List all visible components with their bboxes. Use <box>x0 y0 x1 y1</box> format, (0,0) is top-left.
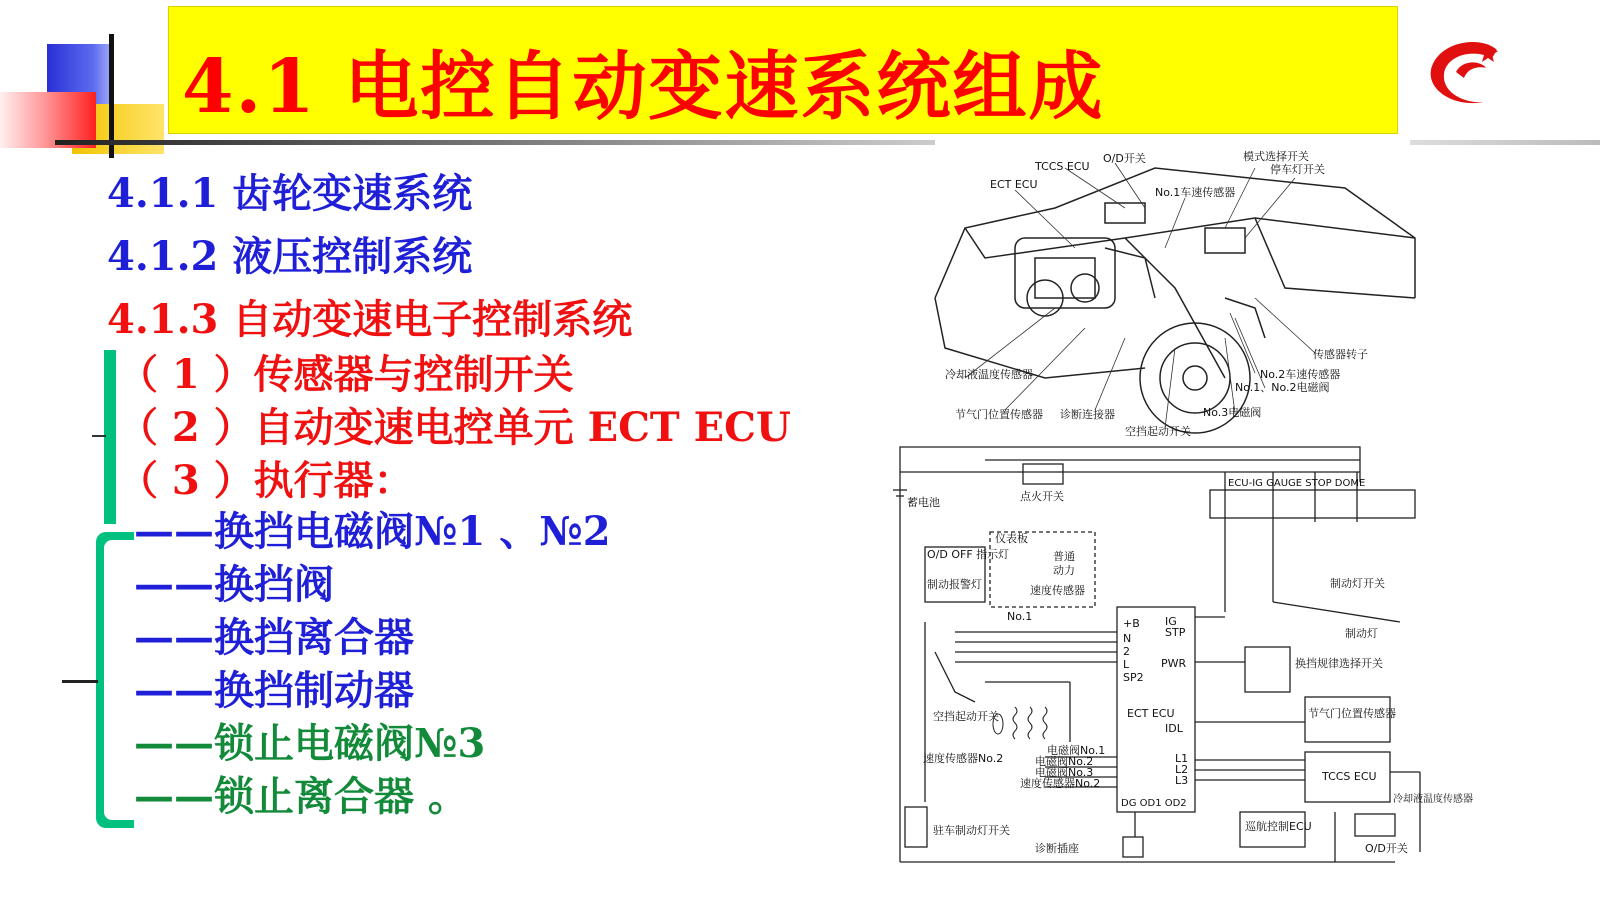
pin-l: L <box>1123 658 1130 671</box>
pin-l1: L1 <box>1175 752 1189 765</box>
subitem-sensors: （ 1 ）传感器与控制开关 <box>118 351 574 398</box>
label-sol2: 电磁阀No.2 <box>1035 755 1094 768</box>
pin-sp2: SP2 <box>1123 671 1144 684</box>
pin-b: +B <box>1123 617 1140 630</box>
label-tccs-ecu: TCCS ECU <box>1035 160 1090 173</box>
label-neutral-switch: 空挡起动开关 <box>933 710 999 723</box>
pin-pwr: PWR <box>1161 657 1187 670</box>
pin-stp: STP <box>1165 626 1186 639</box>
page-title: 4.1 电控自动变速系统组成 <box>182 44 1105 130</box>
item-gear-system: 4.1.1 齿轮变速系统 <box>107 170 473 217</box>
label-normal: 普通 <box>1053 550 1075 563</box>
car-component-diagram <box>925 148 1425 443</box>
actuator-shift-clutch: ——换挡离合器 <box>134 614 414 661</box>
label-diag-connector: 诊断连接器 <box>1060 408 1115 421</box>
label-neutral-switch: 空挡起动开关 <box>1125 425 1191 438</box>
label-odoff: O/D OFF 指示灯 <box>927 548 1010 561</box>
actuators-bracket-tick <box>62 680 98 683</box>
label-ect-ecu: ECT ECU <box>1127 707 1175 720</box>
label-stop-lamp-switch: 停车灯开关 <box>1270 163 1325 176</box>
label-spd2: 速度传感器No.2 <box>1020 777 1101 790</box>
label-mode-switch: 模式选择开关 <box>1243 150 1309 163</box>
circuit-diagram <box>895 442 1473 872</box>
label-sol1: 电磁阀No.1 <box>1047 744 1106 757</box>
label-power: 动力 <box>1053 564 1075 577</box>
subitem-ecu: （ 2 ）自动变速电控单元 ECT ECU <box>118 404 791 451</box>
label-mode-switch: 换挡规律选择开关 <box>1295 657 1383 670</box>
actuator-shift-solenoids: ——换挡电磁阀№1 、№2 <box>134 508 611 555</box>
subitems-bracket-tick <box>92 435 106 437</box>
pin-ig: IG <box>1165 615 1177 628</box>
label-tccs-ecu: TCCS ECU <box>1322 770 1377 783</box>
label-cruise: 巡航控制ECU <box>1245 820 1312 833</box>
actuator-lockup-clutch: ——锁止离合器 。 <box>134 773 468 820</box>
label-panel: 仪表板 <box>995 532 1028 545</box>
label-brake-lamp: 制动灯 <box>1345 627 1378 640</box>
label-solenoid-3: No.3电磁阀 <box>1203 406 1262 419</box>
pin-l3: L3 <box>1175 774 1189 787</box>
label-fuses: ECU-IG GAUGE STOP DOME <box>1228 478 1366 489</box>
label-sensor-rotor: 传感器转子 <box>1313 348 1368 361</box>
label-throttle: 节气门位置传感器 <box>955 408 1043 421</box>
label-coolant: 冷却液温度传感器 <box>945 368 1033 381</box>
actuators-bracket-inner <box>104 540 134 820</box>
item-hydraulic-system: 4.1.2 液压控制系统 <box>107 233 473 280</box>
label-tps: 节气门位置传感器 <box>1308 707 1396 720</box>
label-no1: No.1 <box>1007 610 1033 623</box>
pin-idl: IDL <box>1165 722 1183 735</box>
decor-horizontal-line-right <box>1410 140 1600 145</box>
label-solenoids-12: No.1、No.2电磁阀 <box>1235 381 1330 394</box>
logo-icon <box>1422 38 1512 108</box>
label-od-switch: O/D开关 <box>1103 152 1146 165</box>
label-speed2-left: 速度传感器No.2 <box>923 752 1004 765</box>
label-ignition: 点火开关 <box>1020 490 1064 503</box>
label-od-switch: O/D开关 <box>1365 842 1408 855</box>
label-sol3: 电磁阀No.3 <box>1035 766 1094 779</box>
label-park-switch: 驻车制动灯开关 <box>933 824 1010 837</box>
item-electronic-system: 4.1.3 自动变速电子控制系统 <box>107 296 633 343</box>
subitem-actuators: （ 3 ）执行器： <box>118 457 414 504</box>
label-ect-ecu: ECT ECU <box>990 178 1038 191</box>
label-battery: 蓄电池 <box>907 496 940 509</box>
label-no1-speed: No.1车速传感器 <box>1155 186 1236 199</box>
label-brake-switch: 制动灯开关 <box>1330 577 1385 590</box>
label-brake-warn: 制动报警灯 <box>927 578 982 591</box>
decor-horizontal-line <box>55 140 935 145</box>
actuator-shift-valve: ——换挡阀 <box>134 561 334 608</box>
pin-2: 2 <box>1123 645 1130 658</box>
actuator-shift-brake: ——换挡制动器 <box>134 667 414 714</box>
subitems-bracket <box>104 350 116 524</box>
label-no2-speed: No.2车速传感器 <box>1260 368 1341 381</box>
label-speed-sensor: 速度传感器 <box>1030 584 1085 597</box>
pin-n: N <box>1123 632 1132 645</box>
actuator-lockup-solenoid: ——锁止电磁阀№3 <box>134 720 486 767</box>
label-diag: 诊断插座 <box>1035 842 1079 855</box>
label-coolant: 冷却液温度传感器 <box>1393 794 1473 805</box>
label-pins-bottom: DG OD1 OD2 <box>1121 798 1187 809</box>
pin-l2: L2 <box>1175 763 1189 776</box>
